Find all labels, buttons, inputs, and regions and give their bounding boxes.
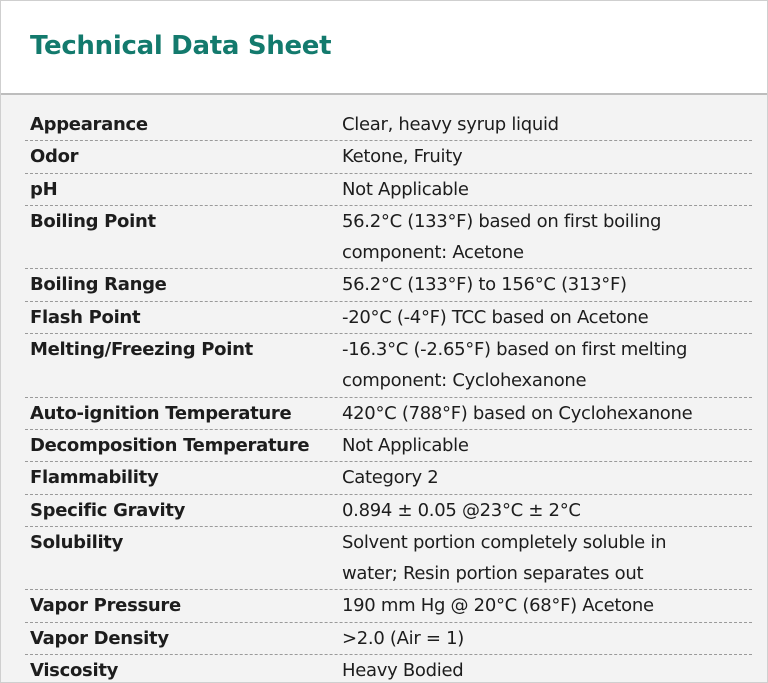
property-value-line: -16.3°C (-2.65°F) based on first melting: [342, 339, 688, 361]
table-row: [25, 462, 752, 494]
table-row: [25, 141, 752, 173]
table-row: [25, 206, 752, 270]
table-row: [25, 590, 752, 622]
property-value: [342, 174, 752, 205]
property-value-line: Clear, heavy syrup liquid: [342, 114, 559, 135]
property-value-line: 420°C (788°F) based on Cyclohexanone: [342, 402, 693, 424]
table-row: [25, 398, 752, 430]
property-value: [342, 398, 752, 429]
property-label: Vapor Pressure: [30, 595, 181, 617]
property-value-line: 56.2°C (133°F) to 156°C (313°F): [342, 274, 627, 296]
property-value: [342, 430, 752, 461]
property-value: [342, 334, 752, 397]
property-value-line: Heavy Bodied: [342, 660, 464, 682]
table-row: [25, 623, 752, 655]
table-row: [25, 109, 752, 141]
table-row: [25, 495, 752, 527]
sheet-header: [1, 1, 767, 95]
property-label: pH: [30, 178, 58, 200]
property-value: [342, 109, 752, 140]
table-row: [25, 269, 752, 301]
property-value: [342, 302, 752, 333]
property-value-line: Solvent portion completely soluble in: [342, 531, 667, 553]
table-row: [25, 174, 752, 206]
property-label: Flammability: [30, 467, 159, 489]
property-value: [342, 527, 752, 590]
property-value-line: Not Applicable: [342, 178, 469, 200]
property-label: Melting/Freezing Point: [30, 339, 253, 361]
property-value-line: component: Acetone: [342, 242, 524, 264]
property-value-line: Not Applicable: [342, 434, 469, 456]
property-value-line: 0.894 ± 0.05 @23°C ± 2°C: [342, 499, 581, 521]
property-value: [342, 269, 752, 300]
table-row: [25, 430, 752, 462]
property-value: [342, 655, 752, 683]
property-label: Boiling Point: [30, 210, 156, 232]
property-value-line: -20°C (-4°F) TCC based on Acetone: [342, 306, 649, 328]
property-label: Specific Gravity: [30, 499, 186, 521]
property-label: Decomposition Temperature: [30, 434, 310, 456]
property-value-line: water; Resin portion separates out: [342, 563, 644, 585]
properties-table: [25, 109, 752, 683]
property-value: [342, 590, 752, 621]
property-value: [342, 206, 752, 269]
property-value: [342, 462, 752, 493]
property-label: Boiling Range: [30, 274, 167, 296]
property-value-line: 190 mm Hg @ 20°C (68°F) Acetone: [342, 595, 654, 617]
property-label: Flash Point: [30, 306, 141, 328]
property-label: Odor: [30, 146, 79, 168]
table-row: [25, 527, 752, 591]
property-value: [342, 495, 752, 526]
property-value-line: Ketone, Fruity: [342, 146, 463, 168]
property-value-line: component: Cyclohexanone: [342, 370, 587, 392]
property-label: Solubility: [30, 531, 124, 553]
table-row: [25, 655, 752, 683]
property-value-line: >2.0 (Air = 1): [342, 627, 464, 649]
table-row: [25, 302, 752, 334]
property-label: Viscosity: [30, 660, 119, 682]
table-row: [25, 334, 752, 398]
property-label: Vapor Density: [30, 627, 169, 649]
property-value-line: Category 2: [342, 467, 439, 489]
sheet-title: Technical Data Sheet: [30, 31, 332, 61]
property-value-line: 56.2°C (133°F) based on first boiling: [342, 210, 662, 232]
property-label: Auto-ignition Temperature: [30, 402, 292, 424]
property-value: [342, 623, 752, 654]
property-label: Appearance: [30, 114, 148, 135]
property-value: [342, 141, 752, 172]
